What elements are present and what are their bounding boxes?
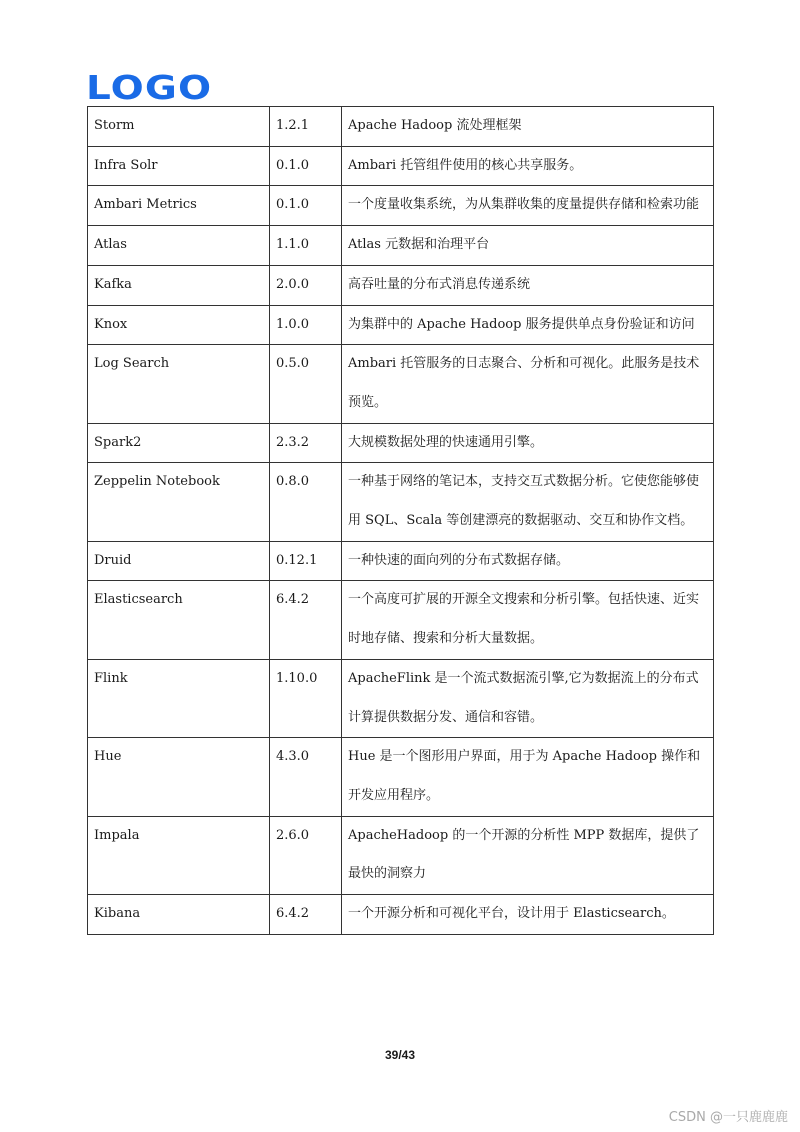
table-row [88,305,714,345]
table-row [88,581,714,659]
component-name-cell: Druid [88,541,270,581]
version-cell: 0.1.0 [270,186,342,226]
component-name-cell: Infra Solr [88,146,270,186]
description-cell: ApacheHadoop 的一个开源的分析性 MPP 数据库，提供了最快的洞察力 [342,816,714,894]
component-name-cell: Zeppelin Notebook [88,463,270,541]
table-row [88,659,714,737]
description-cell: Apache Hadoop 流处理框架 [342,107,714,147]
table-row [88,816,714,894]
table-row [88,265,714,305]
description-cell: Ambari 托管服务的日志聚合、分析和可视化。此服务是技术预览。 [342,345,714,423]
description-cell: ApacheFlink 是一个流式数据流引擎,它为数据流上的分布式计算提供数据分发、通信和容错。 [342,659,714,737]
version-cell: 6.4.2 [270,895,342,935]
version-cell: 1.2.1 [270,107,342,147]
description-cell: 一个开源分析和可视化平台，设计用于 Elasticsearch。 [342,895,714,935]
version-cell: 1.1.0 [270,226,342,266]
component-name-cell: Kibana [88,895,270,935]
table-row [88,186,714,226]
page-number: 39/43 [384,1048,416,1062]
component-name-cell: Elasticsearch [88,581,270,659]
component-name-cell: Kafka [88,265,270,305]
version-cell: 2.6.0 [270,816,342,894]
table-row [88,463,714,541]
version-cell: 6.4.2 [270,581,342,659]
version-cell: 0.12.1 [270,541,342,581]
version-cell: 0.5.0 [270,345,342,423]
component-name-cell: Storm [88,107,270,147]
component-name-cell: Ambari Metrics [88,186,270,226]
version-cell: 2.0.0 [270,265,342,305]
component-name-cell: Knox [88,305,270,345]
description-cell: 为集群中的 Apache Hadoop 服务提供单点身份验证和访问 [342,305,714,345]
version-cell: 4.3.0 [270,738,342,816]
description-cell: Ambari 托管组件使用的核心共享服务。 [342,146,714,186]
description-cell: 一种基于网络的笔记本，支持交互式数据分析。它使您能够使用 SQL、Scala 等创建漂亮的数据驱动、交互和协作文档。 [342,463,714,541]
table-row [88,146,714,186]
version-cell: 0.8.0 [270,463,342,541]
component-name-cell: Spark2 [88,423,270,463]
component-name-cell: Impala [88,816,270,894]
description-cell: 高吞吐量的分布式消息传递系统 [342,265,714,305]
version-cell: 1.10.0 [270,659,342,737]
table-row [88,345,714,423]
description-cell: 一种快速的面向列的分布式数据存储。 [342,541,714,581]
table-row [88,226,714,266]
description-cell: 一个度量收集系统，为从集群收集的度量提供存储和检索功能 [342,186,714,226]
version-cell: 1.0.0 [270,305,342,345]
component-name-cell: Hue [88,738,270,816]
description-cell: Hue 是一个图形用户界面，用于为 Apache Hadoop 操作和开发应用程序。 [342,738,714,816]
table-row [88,107,714,147]
logo: LOGO [86,68,213,107]
version-cell: 0.1.0 [270,146,342,186]
version-cell: 2.3.2 [270,423,342,463]
component-name-cell: Atlas [88,226,270,266]
description-cell: 大规模数据处理的快速通用引擎。 [342,423,714,463]
table-row [88,895,714,935]
table-body [88,107,714,935]
component-name-cell: Flink [88,659,270,737]
table-row [88,541,714,581]
component-name-cell: Log Search [88,345,270,423]
table-row [88,738,714,816]
watermark: CSDN @一只鹿鹿鹿 [668,1110,788,1125]
description-cell: Atlas 元数据和治理平台 [342,226,714,266]
table-row [88,423,714,463]
description-cell: 一个高度可扩展的开源全文搜索和分析引擎。包括快速、近实时地存储、搜索和分析大量数据。 [342,581,714,659]
component-version-table [87,106,714,935]
